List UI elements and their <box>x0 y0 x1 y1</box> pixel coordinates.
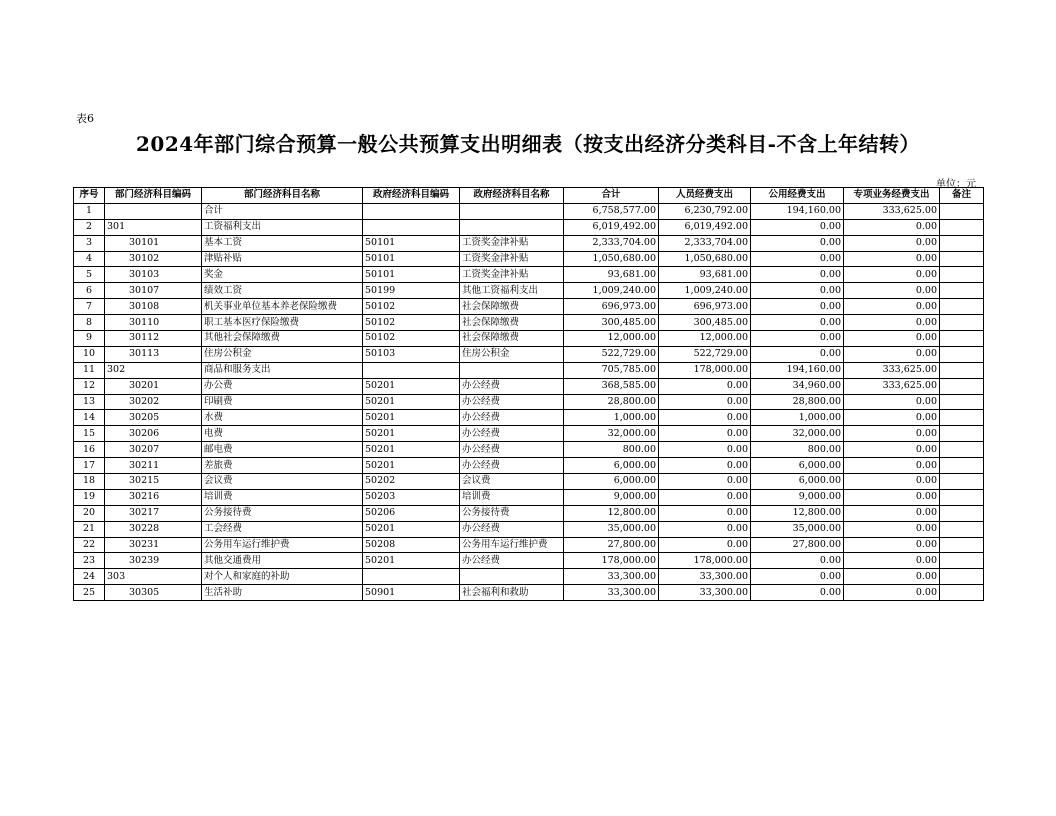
cell-gov-econ-code: 50201 <box>363 442 460 458</box>
table-row <box>74 569 984 585</box>
cell-gov-econ-code: 50201 <box>363 410 460 426</box>
cell-gov-econ-name: 工资奖金津补贴 <box>460 235 564 251</box>
cell-remarks <box>940 521 984 537</box>
unit-label: 单位：元 <box>936 179 976 190</box>
table-row <box>74 474 984 490</box>
cell-seq: 6 <box>74 283 105 299</box>
cell-seq: 13 <box>74 394 105 410</box>
cell-seq: 9 <box>74 331 105 347</box>
table-row <box>74 251 984 267</box>
cell-seq: 16 <box>74 442 105 458</box>
cell-personnel-expense: 6,230,792.00 <box>659 203 751 219</box>
table-row <box>74 442 984 458</box>
table-row <box>74 283 984 299</box>
table-row <box>74 362 984 378</box>
cell-personnel-expense: 0.00 <box>659 474 751 490</box>
cell-dept-econ-name: 印刷费 <box>202 394 363 410</box>
column-header-gov-econ-code: 政府经济科目编码 <box>363 188 460 204</box>
cell-special-expense: 333,625.00 <box>844 203 940 219</box>
cell-personnel-expense: 300,485.00 <box>659 315 751 331</box>
cell-gov-econ-code: 50201 <box>363 378 460 394</box>
cell-dept-econ-code: 30217 <box>105 505 202 521</box>
cell-total: 1,000.00 <box>564 410 659 426</box>
cell-dept-econ-code: 30239 <box>105 553 202 569</box>
table-row <box>74 394 984 410</box>
cell-special-expense: 333,625.00 <box>844 378 940 394</box>
cell-special-expense: 0.00 <box>844 267 940 283</box>
cell-gov-econ-code: 50103 <box>363 346 460 362</box>
cell-dept-econ-name: 合计 <box>202 203 363 219</box>
cell-remarks <box>940 203 984 219</box>
cell-gov-econ-name: 办公经费 <box>460 378 564 394</box>
cell-dept-econ-name: 对个人和家庭的补助 <box>202 569 363 585</box>
table-row <box>74 585 984 601</box>
cell-remarks <box>940 362 984 378</box>
cell-public-expense: 32,000.00 <box>751 426 844 442</box>
cell-personnel-expense: 178,000.00 <box>659 362 751 378</box>
cell-gov-econ-code: 50202 <box>363 474 460 490</box>
cell-dept-econ-name: 公务用车运行维护费 <box>202 537 363 553</box>
cell-dept-econ-name: 其他社会保障缴费 <box>202 331 363 347</box>
cell-remarks <box>940 585 984 601</box>
cell-gov-econ-code: 50101 <box>363 235 460 251</box>
cell-dept-econ-name: 商品和服务支出 <box>202 362 363 378</box>
cell-special-expense: 0.00 <box>844 251 940 267</box>
budget-table <box>73 187 984 601</box>
cell-seq: 4 <box>74 251 105 267</box>
cell-total: 178,000.00 <box>564 553 659 569</box>
cell-gov-econ-code: 50199 <box>363 283 460 299</box>
cell-dept-econ-code: 30102 <box>105 251 202 267</box>
cell-remarks <box>940 378 984 394</box>
cell-remarks <box>940 442 984 458</box>
table-header-row <box>74 188 984 204</box>
cell-dept-econ-code: 30113 <box>105 346 202 362</box>
cell-remarks <box>940 489 984 505</box>
table-row <box>74 426 984 442</box>
cell-special-expense: 0.00 <box>844 569 940 585</box>
cell-remarks <box>940 505 984 521</box>
cell-dept-econ-code: 30201 <box>105 378 202 394</box>
cell-special-expense: 0.00 <box>844 505 940 521</box>
cell-dept-econ-name: 绩效工资 <box>202 283 363 299</box>
cell-public-expense: 194,160.00 <box>751 203 844 219</box>
cell-seq: 20 <box>74 505 105 521</box>
cell-dept-econ-code: 30103 <box>105 267 202 283</box>
cell-special-expense: 0.00 <box>844 458 940 474</box>
cell-dept-econ-name: 水费 <box>202 410 363 426</box>
column-header-public-expense: 公用经费支出 <box>751 188 844 204</box>
table-row <box>74 219 984 235</box>
cell-public-expense: 800.00 <box>751 442 844 458</box>
cell-dept-econ-code: 30205 <box>105 410 202 426</box>
cell-personnel-expense: 2,333,704.00 <box>659 235 751 251</box>
cell-public-expense: 28,800.00 <box>751 394 844 410</box>
cell-gov-econ-name: 办公经费 <box>460 521 564 537</box>
cell-personnel-expense: 0.00 <box>659 537 751 553</box>
cell-remarks <box>940 251 984 267</box>
cell-gov-econ-name: 社会保障缴费 <box>460 315 564 331</box>
cell-public-expense: 35,000.00 <box>751 521 844 537</box>
cell-total: 1,009,240.00 <box>564 283 659 299</box>
table-row <box>74 299 984 315</box>
cell-dept-econ-code <box>105 203 202 219</box>
cell-seq: 22 <box>74 537 105 553</box>
cell-seq: 10 <box>74 346 105 362</box>
cell-gov-econ-code: 50102 <box>363 331 460 347</box>
cell-gov-econ-name: 办公经费 <box>460 442 564 458</box>
column-header-dept-econ-code: 部门经济科目编码 <box>105 188 202 204</box>
cell-special-expense: 0.00 <box>844 585 940 601</box>
cell-dept-econ-code: 30215 <box>105 474 202 490</box>
cell-personnel-expense: 0.00 <box>659 426 751 442</box>
cell-dept-econ-code: 30216 <box>105 489 202 505</box>
table-row <box>74 235 984 251</box>
cell-public-expense: 0.00 <box>751 219 844 235</box>
table-row <box>74 346 984 362</box>
cell-gov-econ-name: 办公经费 <box>460 410 564 426</box>
cell-gov-econ-name: 社会保障缴费 <box>460 299 564 315</box>
cell-total: 28,800.00 <box>564 394 659 410</box>
table-row <box>74 203 984 219</box>
cell-gov-econ-code: 50203 <box>363 489 460 505</box>
cell-gov-econ-name <box>460 569 564 585</box>
cell-total: 696,973.00 <box>564 299 659 315</box>
cell-seq: 8 <box>74 315 105 331</box>
cell-dept-econ-code: 302 <box>105 362 202 378</box>
cell-total: 522,729.00 <box>564 346 659 362</box>
cell-public-expense: 194,160.00 <box>751 362 844 378</box>
cell-dept-econ-code: 30228 <box>105 521 202 537</box>
cell-public-expense: 0.00 <box>751 569 844 585</box>
cell-total: 2,333,704.00 <box>564 235 659 251</box>
cell-seq: 19 <box>74 489 105 505</box>
cell-total: 1,050,680.00 <box>564 251 659 267</box>
cell-gov-econ-code: 50208 <box>363 537 460 553</box>
cell-special-expense: 0.00 <box>844 315 940 331</box>
cell-public-expense: 34,960.00 <box>751 378 844 394</box>
cell-personnel-expense: 0.00 <box>659 458 751 474</box>
cell-dept-econ-name: 会议费 <box>202 474 363 490</box>
cell-remarks <box>940 426 984 442</box>
cell-dept-econ-code: 30207 <box>105 442 202 458</box>
cell-public-expense: 6,000.00 <box>751 474 844 490</box>
cell-seq: 2 <box>74 219 105 235</box>
cell-special-expense: 0.00 <box>844 553 940 569</box>
cell-dept-econ-name: 差旅费 <box>202 458 363 474</box>
cell-special-expense: 0.00 <box>844 235 940 251</box>
column-header-dept-econ-name: 部门经济科目名称 <box>202 188 363 204</box>
cell-dept-econ-name: 电费 <box>202 426 363 442</box>
cell-special-expense: 0.00 <box>844 346 940 362</box>
cell-gov-econ-code: 50206 <box>363 505 460 521</box>
cell-seq: 3 <box>74 235 105 251</box>
table-row <box>74 553 984 569</box>
cell-personnel-expense: 1,009,240.00 <box>659 283 751 299</box>
cell-personnel-expense: 0.00 <box>659 489 751 505</box>
cell-dept-econ-name: 奖金 <box>202 267 363 283</box>
cell-gov-econ-name: 社会保障缴费 <box>460 331 564 347</box>
cell-personnel-expense: 178,000.00 <box>659 553 751 569</box>
cell-dept-econ-code: 303 <box>105 569 202 585</box>
cell-gov-econ-name <box>460 219 564 235</box>
cell-special-expense: 0.00 <box>844 426 940 442</box>
table-row <box>74 489 984 505</box>
cell-special-expense: 0.00 <box>844 474 940 490</box>
cell-remarks <box>940 267 984 283</box>
cell-seq: 17 <box>74 458 105 474</box>
cell-dept-econ-code: 30101 <box>105 235 202 251</box>
cell-remarks <box>940 458 984 474</box>
cell-special-expense: 0.00 <box>844 521 940 537</box>
cell-total: 12,000.00 <box>564 331 659 347</box>
cell-dept-econ-name: 工会经费 <box>202 521 363 537</box>
cell-total: 9,000.00 <box>564 489 659 505</box>
cell-remarks <box>940 537 984 553</box>
cell-remarks <box>940 235 984 251</box>
cell-gov-econ-name: 公务用车运行维护费 <box>460 537 564 553</box>
column-header-special-expense: 专项业务经费支出 <box>844 188 940 204</box>
cell-total: 6,019,492.00 <box>564 219 659 235</box>
cell-seq: 21 <box>74 521 105 537</box>
cell-remarks <box>940 283 984 299</box>
cell-total: 300,485.00 <box>564 315 659 331</box>
cell-special-expense: 0.00 <box>844 331 940 347</box>
cell-remarks <box>940 410 984 426</box>
cell-total: 12,800.00 <box>564 505 659 521</box>
cell-public-expense: 6,000.00 <box>751 458 844 474</box>
cell-special-expense: 0.00 <box>844 410 940 426</box>
table-row <box>74 505 984 521</box>
cell-personnel-expense: 12,000.00 <box>659 331 751 347</box>
cell-dept-econ-name: 生活补助 <box>202 585 363 601</box>
cell-dept-econ-code: 30108 <box>105 299 202 315</box>
cell-gov-econ-name: 办公经费 <box>460 426 564 442</box>
cell-remarks <box>940 219 984 235</box>
cell-gov-econ-name: 工资奖金津补贴 <box>460 251 564 267</box>
cell-dept-econ-name: 职工基本医疗保险缴费 <box>202 315 363 331</box>
cell-dept-econ-code: 30112 <box>105 331 202 347</box>
cell-total: 6,000.00 <box>564 458 659 474</box>
cell-personnel-expense: 1,050,680.00 <box>659 251 751 267</box>
cell-remarks <box>940 299 984 315</box>
cell-personnel-expense: 0.00 <box>659 410 751 426</box>
cell-remarks <box>940 331 984 347</box>
cell-gov-econ-code <box>363 569 460 585</box>
cell-gov-econ-name: 办公经费 <box>460 553 564 569</box>
cell-gov-econ-name: 办公经费 <box>460 458 564 474</box>
cell-seq: 14 <box>74 410 105 426</box>
table-number: 表6 <box>76 112 94 125</box>
cell-gov-econ-name: 办公经费 <box>460 394 564 410</box>
cell-seq: 12 <box>74 378 105 394</box>
cell-special-expense: 0.00 <box>844 299 940 315</box>
cell-gov-econ-name: 住房公积金 <box>460 346 564 362</box>
cell-public-expense: 12,800.00 <box>751 505 844 521</box>
cell-personnel-expense: 93,681.00 <box>659 267 751 283</box>
cell-gov-econ-code: 50102 <box>363 315 460 331</box>
cell-personnel-expense: 0.00 <box>659 505 751 521</box>
table-row <box>74 410 984 426</box>
cell-public-expense: 0.00 <box>751 299 844 315</box>
cell-total: 32,000.00 <box>564 426 659 442</box>
cell-dept-econ-code: 301 <box>105 219 202 235</box>
cell-seq: 7 <box>74 299 105 315</box>
cell-gov-econ-code: 50201 <box>363 553 460 569</box>
cell-public-expense: 0.00 <box>751 251 844 267</box>
cell-dept-econ-name: 其他交通费用 <box>202 553 363 569</box>
cell-personnel-expense: 0.00 <box>659 442 751 458</box>
cell-personnel-expense: 33,300.00 <box>659 585 751 601</box>
cell-gov-econ-code <box>363 203 460 219</box>
cell-remarks <box>940 346 984 362</box>
cell-total: 35,000.00 <box>564 521 659 537</box>
cell-total: 705,785.00 <box>564 362 659 378</box>
cell-seq: 25 <box>74 585 105 601</box>
cell-gov-econ-name: 会议费 <box>460 474 564 490</box>
cell-gov-econ-name <box>460 203 564 219</box>
cell-gov-econ-name <box>460 362 564 378</box>
cell-personnel-expense: 0.00 <box>659 394 751 410</box>
cell-total: 33,300.00 <box>564 569 659 585</box>
cell-gov-econ-code: 50101 <box>363 251 460 267</box>
cell-public-expense: 0.00 <box>751 331 844 347</box>
cell-personnel-expense: 696,973.00 <box>659 299 751 315</box>
cell-public-expense: 0.00 <box>751 553 844 569</box>
cell-dept-econ-name: 邮电费 <box>202 442 363 458</box>
cell-personnel-expense: 33,300.00 <box>659 569 751 585</box>
cell-personnel-expense: 6,019,492.00 <box>659 219 751 235</box>
cell-dept-econ-code: 30110 <box>105 315 202 331</box>
cell-total: 33,300.00 <box>564 585 659 601</box>
table-row <box>74 267 984 283</box>
cell-dept-econ-code: 30202 <box>105 394 202 410</box>
cell-total: 800.00 <box>564 442 659 458</box>
table-row <box>74 378 984 394</box>
cell-gov-econ-name: 培训费 <box>460 489 564 505</box>
column-header-total: 合计 <box>564 188 659 204</box>
cell-gov-econ-code <box>363 362 460 378</box>
cell-total: 368,585.00 <box>564 378 659 394</box>
cell-gov-econ-code: 50101 <box>363 267 460 283</box>
cell-seq: 11 <box>74 362 105 378</box>
cell-public-expense: 0.00 <box>751 283 844 299</box>
cell-total: 6,000.00 <box>564 474 659 490</box>
cell-gov-econ-code: 50201 <box>363 521 460 537</box>
cell-gov-econ-code: 50201 <box>363 426 460 442</box>
cell-dept-econ-name: 机关事业单位基本养老保险缴费 <box>202 299 363 315</box>
cell-remarks <box>940 394 984 410</box>
cell-dept-econ-name: 培训费 <box>202 489 363 505</box>
cell-seq: 18 <box>74 474 105 490</box>
cell-dept-econ-name: 基本工资 <box>202 235 363 251</box>
cell-personnel-expense: 522,729.00 <box>659 346 751 362</box>
cell-dept-econ-code: 30211 <box>105 458 202 474</box>
cell-public-expense: 0.00 <box>751 235 844 251</box>
cell-gov-econ-code: 50102 <box>363 299 460 315</box>
cell-dept-econ-name: 公务接待费 <box>202 505 363 521</box>
cell-remarks <box>940 553 984 569</box>
cell-gov-econ-code: 50901 <box>363 585 460 601</box>
cell-seq: 23 <box>74 553 105 569</box>
cell-public-expense: 0.00 <box>751 585 844 601</box>
cell-seq: 24 <box>74 569 105 585</box>
cell-dept-econ-code: 30107 <box>105 283 202 299</box>
cell-total: 93,681.00 <box>564 267 659 283</box>
cell-dept-econ-name: 办公费 <box>202 378 363 394</box>
cell-dept-econ-code: 30206 <box>105 426 202 442</box>
table-row <box>74 521 984 537</box>
table-row <box>74 315 984 331</box>
cell-personnel-expense: 0.00 <box>659 378 751 394</box>
column-header-gov-econ-name: 政府经济科目名称 <box>460 188 564 204</box>
cell-public-expense: 0.00 <box>751 315 844 331</box>
page-title: 2024年部门综合预算一般公共预算支出明细表（按支出经济分类科目-不含上年结转） <box>136 132 920 156</box>
cell-seq: 5 <box>74 267 105 283</box>
cell-public-expense: 27,800.00 <box>751 537 844 553</box>
cell-total: 27,800.00 <box>564 537 659 553</box>
cell-dept-econ-name: 住房公积金 <box>202 346 363 362</box>
table-row <box>74 331 984 347</box>
cell-public-expense: 0.00 <box>751 267 844 283</box>
cell-special-expense: 0.00 <box>844 394 940 410</box>
cell-gov-econ-code <box>363 219 460 235</box>
cell-remarks <box>940 315 984 331</box>
cell-public-expense: 0.00 <box>751 346 844 362</box>
cell-personnel-expense: 0.00 <box>659 521 751 537</box>
cell-special-expense: 0.00 <box>844 489 940 505</box>
cell-gov-econ-name: 工资奖金津补贴 <box>460 267 564 283</box>
column-header-personnel-expense: 人员经费支出 <box>659 188 751 204</box>
cell-gov-econ-name: 社会福利和救助 <box>460 585 564 601</box>
cell-remarks <box>940 569 984 585</box>
cell-gov-econ-code: 50201 <box>363 394 460 410</box>
cell-gov-econ-code: 50201 <box>363 458 460 474</box>
table-body <box>74 203 984 600</box>
cell-special-expense: 0.00 <box>844 283 940 299</box>
cell-dept-econ-name: 津贴补贴 <box>202 251 363 267</box>
cell-dept-econ-code: 30231 <box>105 537 202 553</box>
cell-public-expense: 1,000.00 <box>751 410 844 426</box>
cell-total: 6,758,577.00 <box>564 203 659 219</box>
column-header-seq: 序号 <box>74 188 105 204</box>
cell-seq: 15 <box>74 426 105 442</box>
cell-seq: 1 <box>74 203 105 219</box>
cell-special-expense: 0.00 <box>844 442 940 458</box>
cell-special-expense: 333,625.00 <box>844 362 940 378</box>
table-row <box>74 458 984 474</box>
cell-gov-econ-name: 公务接待费 <box>460 505 564 521</box>
column-header-remarks: 备注 <box>940 188 984 204</box>
cell-special-expense: 0.00 <box>844 219 940 235</box>
cell-public-expense: 9,000.00 <box>751 489 844 505</box>
cell-special-expense: 0.00 <box>844 537 940 553</box>
cell-remarks <box>940 474 984 490</box>
cell-dept-econ-code: 30305 <box>105 585 202 601</box>
cell-gov-econ-name: 其他工资福利支出 <box>460 283 564 299</box>
cell-dept-econ-name: 工资福利支出 <box>202 219 363 235</box>
table-row <box>74 537 984 553</box>
